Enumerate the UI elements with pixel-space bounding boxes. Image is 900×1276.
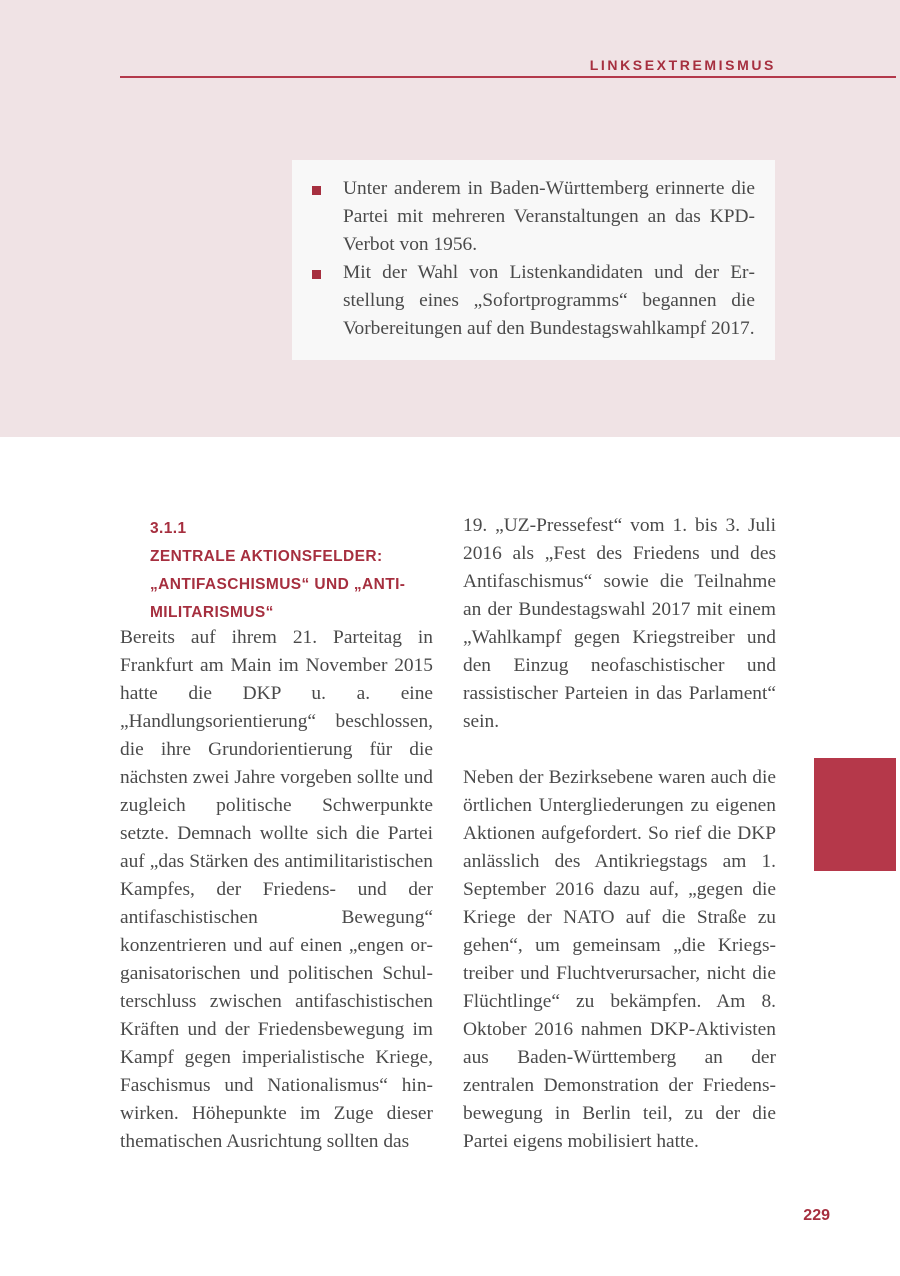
chapter-side-tab — [814, 758, 896, 871]
summary-item — [312, 175, 755, 259]
section-title-line: ZENTRALE AKTIONSFELDER: — [150, 548, 383, 565]
body-paragraph: Neben der Bezirksebene waren auch die örtlichen Untergliederungen zu eigenen Aktionen aufgefordert. So rief die DKP anlässlich des Antikriegstags am 1. September 2016 dazu auf, „gegen die Kriege der NATO auf die Straße zu gehen“, um gemeinsam „die Kriegstreiber und Fluchtverursacher, nicht die Flüchtlinge“ zu bekämpfen. Am 8. Oktober 2016 nahmen DKP-Aktivisten aus Baden-Württemberg an der zentralen Demonstration der Friedensbewegung in Berlin teil, zu der die Partei eigens mobilisiert hatte. — [463, 767, 776, 1152]
square-bullet-icon — [312, 186, 321, 195]
body-paragraph: 19. „UZ-Pressefest“ vom 1. bis 3. Juli 2016 als „Fest des Friedens und des Antifaschismus“ sowie die Teilnahme an der Bundestagswahl 2017 mit einem „Wahlkampf gegen Kriegstreiber und den Einzug neofaschistischer und rassistischer Parteien in das Parlament“ sein. — [463, 515, 776, 732]
section-title-line: MILITARISMUS“ — [150, 604, 274, 621]
left-column — [120, 624, 433, 1156]
section-title-line: „ANTIFASCHISMUS“ UND „ANTI- — [150, 576, 406, 593]
section-number: 3.1.1 — [150, 520, 187, 537]
header-rule — [120, 76, 896, 78]
summary-box — [292, 160, 775, 360]
summary-item — [312, 259, 755, 343]
summary-item-text: Mit der Wahl von Listenkandidaten und der Erstellung eines „Sofortprogramms“ begannen die Vorbereitungen auf den Bundestagswahlkampf 2017. — [343, 262, 755, 339]
page-number: 229 — [803, 1207, 830, 1224]
summary-item-text: Unter anderem in Baden-Württemberg erinnerte die Partei mit mehreren Veranstaltungen an das KPD-Verbot von 1956. — [343, 178, 755, 255]
summary-list — [312, 175, 755, 343]
body-paragraph: Bereits auf ihrem 21. Parteitag in Frankfurt am Main im November 2015 hatte die DKP u. a. eine „Handlungsorientierung“ beschlossen, die ihre Grundorientierung für die nächsten zwei Jahre vorgeben sollte und zugleich politische Schwerpunkte setzte. Demnach wollte sich die Partei auf „das Stärken des antimilitaristischen Kampfes, der Friedens- und der antifaschistischen Bewegung“ konzentrieren und auf einen „engen organisatorischen und politischen Schulterschluss zwischen antifaschistischen Kräften und der Friedensbewegung im Kampf gegen imperialistische Kriege, Faschismus und Nationalismus“ hinwirken. Höhepunkte im Zuge dieser thematischen Ausrichtung sollten das — [120, 627, 433, 1152]
running-head: LINKSEXTREMISMUS — [589, 57, 776, 73]
section-heading — [150, 515, 440, 627]
square-bullet-icon — [312, 270, 321, 279]
right-column — [463, 512, 776, 1156]
